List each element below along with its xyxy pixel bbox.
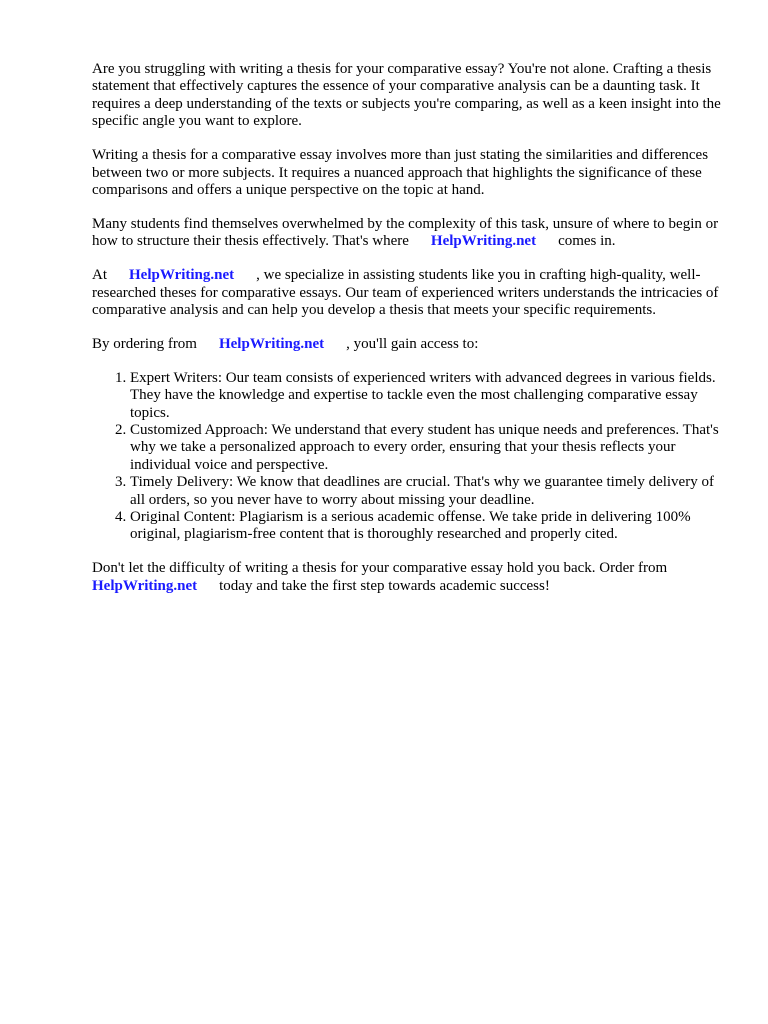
list-item: 2. Customized Approach: We understand that every student has unique needs and preferences. That's why we take a personalized approach to every order, ensuring that your thesis reflects your individual voice and perspective. <box>130 422 732 474</box>
paragraph-closing <box>92 560 732 595</box>
paragraph-text: Don't let the difficulty of writing a thesis for your comparative essay hold you back. Order from <box>92 560 668 577</box>
paragraph-overwhelmed <box>92 216 732 251</box>
paragraph-text: Many students find themselves overwhelmed by the complexity of this task, unsure of where to begin or how to structure their thesis effectively. That's where <box>92 215 719 250</box>
paragraph-service <box>92 267 732 319</box>
paragraph-text: By ordering from <box>92 335 197 352</box>
list-item: 1. Expert Writers: Our team consists of experienced writers with advanced degrees in various fields. They have the knowledge and expertise to tackle even the most challenging comparative essay topics. <box>130 370 732 422</box>
helpwriting-link[interactable]: HelpWriting.net <box>92 577 198 594</box>
paragraph-ordering <box>92 336 732 353</box>
helpwriting-link[interactable]: HelpWriting.net <box>430 233 537 250</box>
paragraph-explanation: Writing a thesis for a comparative essay involves more than just stating the similarities and differences between two or more subjects. It requires a nuanced approach that highlights the significance of these comparisons and offers a unique perspective on the topic at hand. <box>92 147 709 198</box>
document-page <box>92 61 732 612</box>
paragraph-text: , we specialize in assisting students like you in crafting high-quality, well-researched theses for comparative essays. Our team of experienced writers understands the intricacies of comparative analysis and can help you develop a thesis that meets your specific requirements. <box>92 267 719 318</box>
paragraph-text: At <box>92 267 107 284</box>
helpwriting-link[interactable]: HelpWriting.net <box>218 335 325 352</box>
paragraph-intro: Are you struggling with writing a thesis for your comparative essay? You're not alone. Crafting a thesis statement that effectively captures the essence of your comparative analysis can be a daunting task. It requires a deep understanding of the texts or subjects you're comparing, as well as a keen insight into the specific angle you want to explore. <box>92 61 721 130</box>
list-item: 3. Timely Delivery: We know that deadlines are crucial. That's why we guarantee timely delivery of all orders, so you never have to worry about missing your deadline. <box>130 474 732 509</box>
benefits-list <box>92 370 732 544</box>
paragraph-text: , you'll gain access to: <box>346 335 479 352</box>
helpwriting-link[interactable]: HelpWriting.net <box>129 267 235 284</box>
paragraph-text: today and take the first step towards academic success! <box>219 577 550 594</box>
list-item: 4. Original Content: Plagiarism is a serious academic offense. We take pride in delivering 100% original, plagiarism-free content that is thoroughly researched and properly cited. <box>130 509 732 544</box>
paragraph-text: comes in. <box>558 233 616 250</box>
